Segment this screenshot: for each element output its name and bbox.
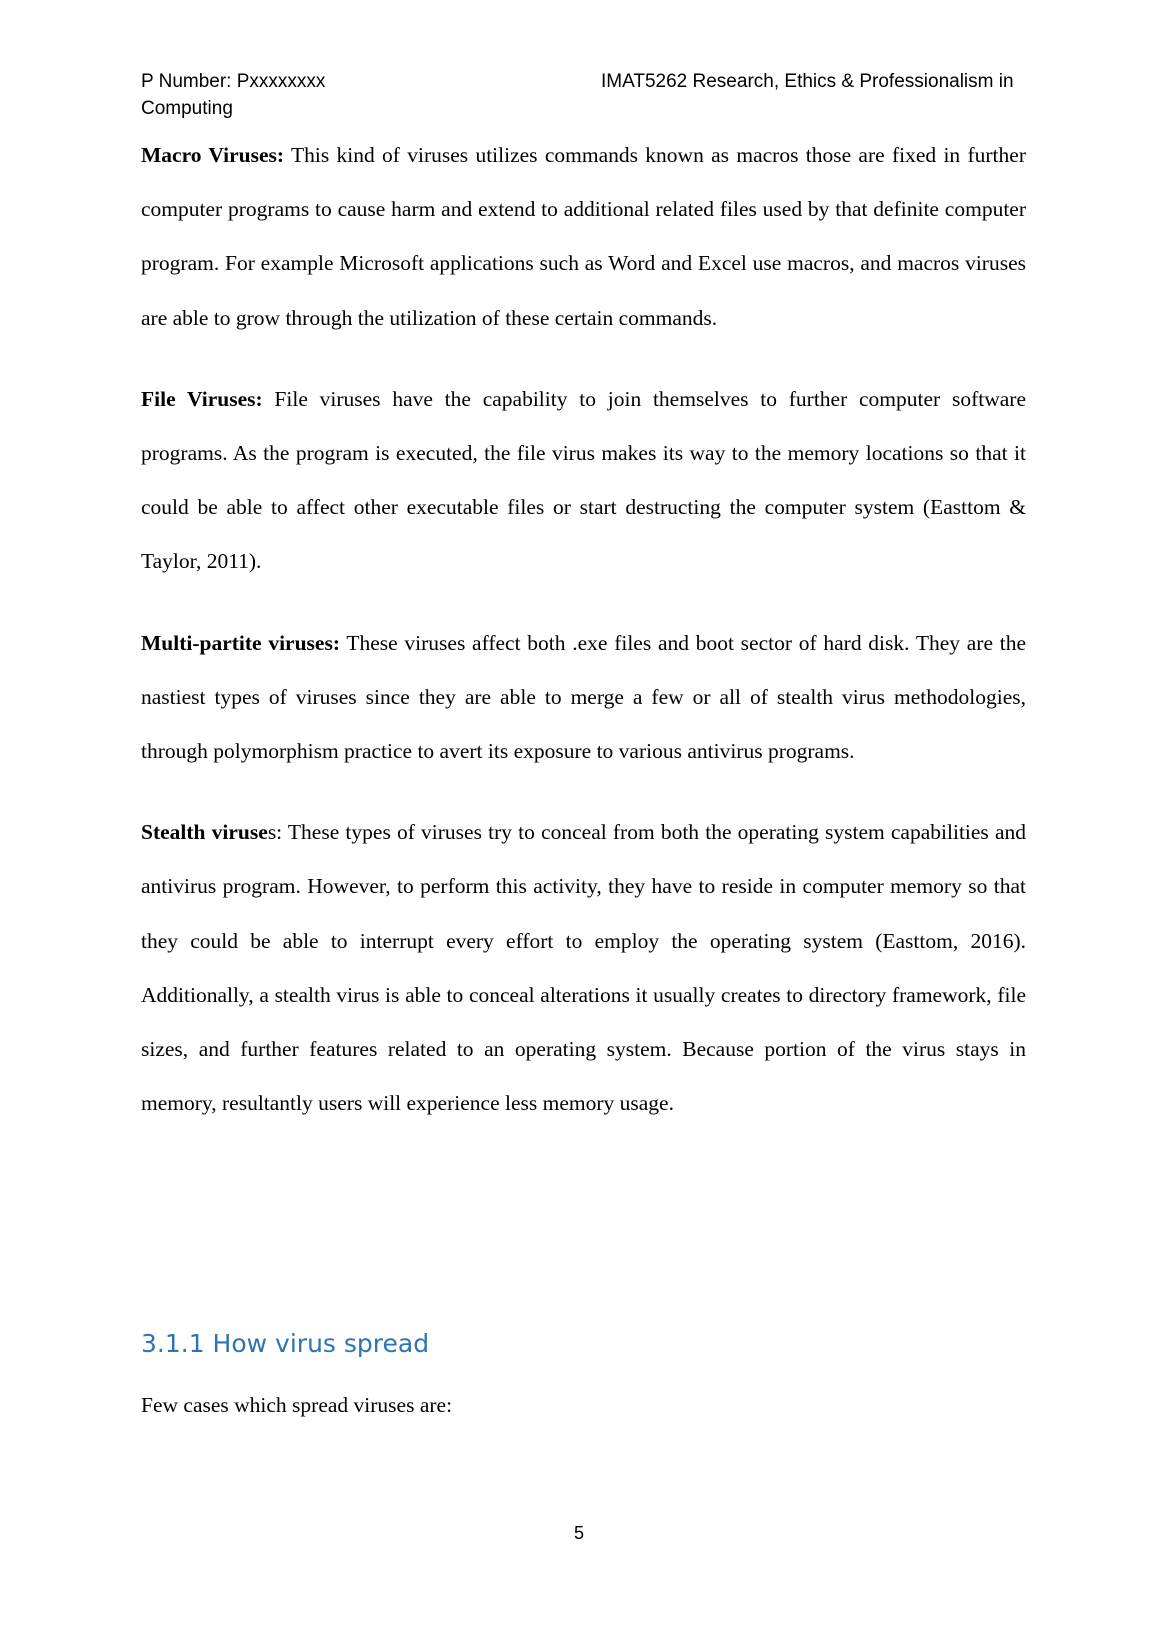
paragraph-text: These viruses affect both .exe files and boot sector of hard disk. They are the nastiest types of viruses since they are able to merge a few or all of stealth virus methodologies, through polymorphism practice to avert its exposure to various antivirus programs. bbox=[141, 630, 1026, 764]
header-student-number: P Number: Pxxxxxxxx bbox=[141, 71, 326, 92]
paragraph-text: File viruses have the capability to join themselves to further computer software programs. As the program is executed, the file virus makes its way to the memory locations so that it could be able to affect other executable files or start destructing the computer system (Easttom & Taylor, 2011). bbox=[141, 386, 1027, 574]
header-module-title: IMAT5262 Research, Ethics & Professionalism in bbox=[601, 71, 1014, 92]
paragraph-multipartite-viruses bbox=[141, 616, 1026, 779]
header-module-title-continuation: Computing bbox=[141, 98, 233, 119]
term-file-viruses: File Viruses: bbox=[141, 386, 263, 411]
term-multipartite-viruses: Multi-partite viruses: bbox=[141, 630, 340, 655]
section-intro-text: Few cases which spread viruses are: bbox=[141, 1393, 453, 1417]
paragraph-text: This kind of viruses utilizes commands known as macros those are fixed in further computer programs to cause harm and extend to additional related files used by that definite computer program. For example Microsoft applications such as Word and Excel use macros, and macros viruses are able to grow through the utilization of these certain commands. bbox=[141, 143, 1026, 330]
term-macro-viruses: Macro Viruses: bbox=[141, 143, 285, 167]
term-stealth-viruses: Stealth viruse bbox=[141, 820, 268, 845]
paragraph-macro-viruses bbox=[141, 128, 1026, 345]
document-body bbox=[141, 128, 1026, 1157]
paragraph-file-viruses bbox=[141, 372, 1026, 589]
section-heading: 3.1.1 How virus spread bbox=[141, 1329, 430, 1358]
paragraph-text: s: These types of viruses try to conceal from both the operating system capabilities and antivirus program. However, to perform this activity, they have to reside in computer memory so that they could be able to interrupt every effort to employ the operating system (Easttom, 2016). Additionally, a stealth virus is able to conceal alterations it usually creates to directory framework, file sizes, and further features related to an operating system. Because portion of the virus stays in memory, resultantly users will experience less memory usage. bbox=[141, 820, 1027, 1116]
paragraph-stealth-viruses bbox=[141, 805, 1026, 1130]
page-number: 5 bbox=[573, 1523, 584, 1543]
